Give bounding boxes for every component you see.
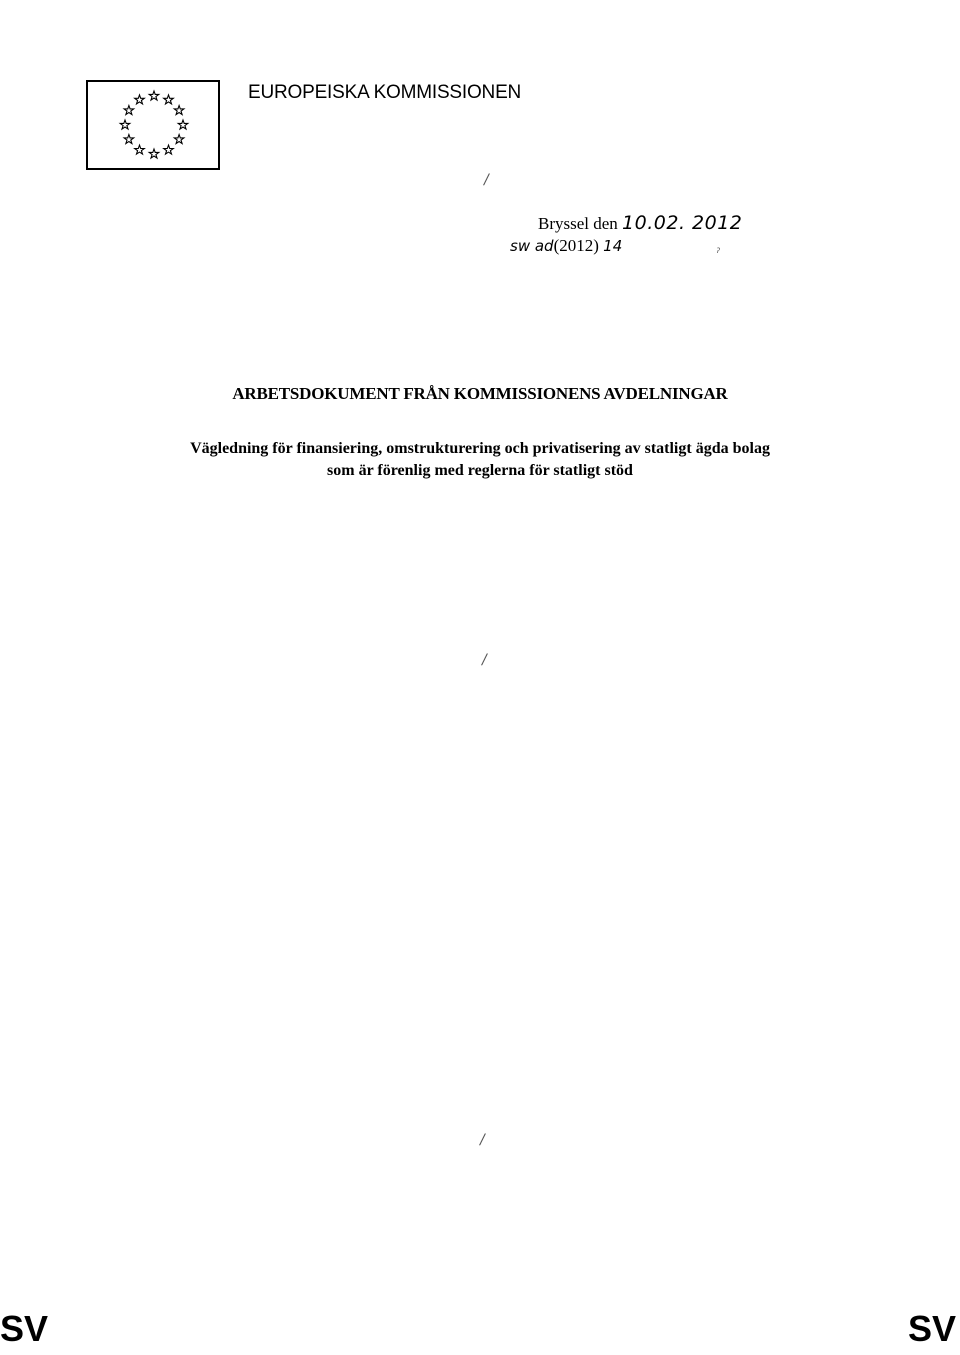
document-heading: ARBETSDOKUMENT FRÅN KOMMISSIONENS AVDELNINGAR [232,384,728,403]
reference-prefix: sw ad [510,237,554,255]
reference-year: (2012) [553,236,599,255]
dateline-place: Bryssel den [538,214,618,233]
stray-mark: / [482,652,487,668]
dateline-date: 10.02. 2012 [622,212,743,234]
reference-number: 14 [603,237,623,255]
organization-name: EUROPEISKA KOMMISSIONEN [248,82,522,103]
document-title-line-1: Vägledning för finansiering, omstrukturering och privatisering av statligt ägda bolag [190,440,770,457]
stray-mark: / [480,1132,485,1148]
dateline [538,212,742,234]
stray-mark: / [484,172,489,188]
document-title [0,438,960,482]
stray-mark: ˀ [716,246,721,260]
eu-flag-icon [86,80,220,170]
language-code-left: SV [0,1308,49,1349]
document-title-line-2: som är förenlig med reglerna för statligt stöd [327,462,633,479]
document-reference [510,236,622,256]
language-code-right: SV [907,1308,956,1349]
